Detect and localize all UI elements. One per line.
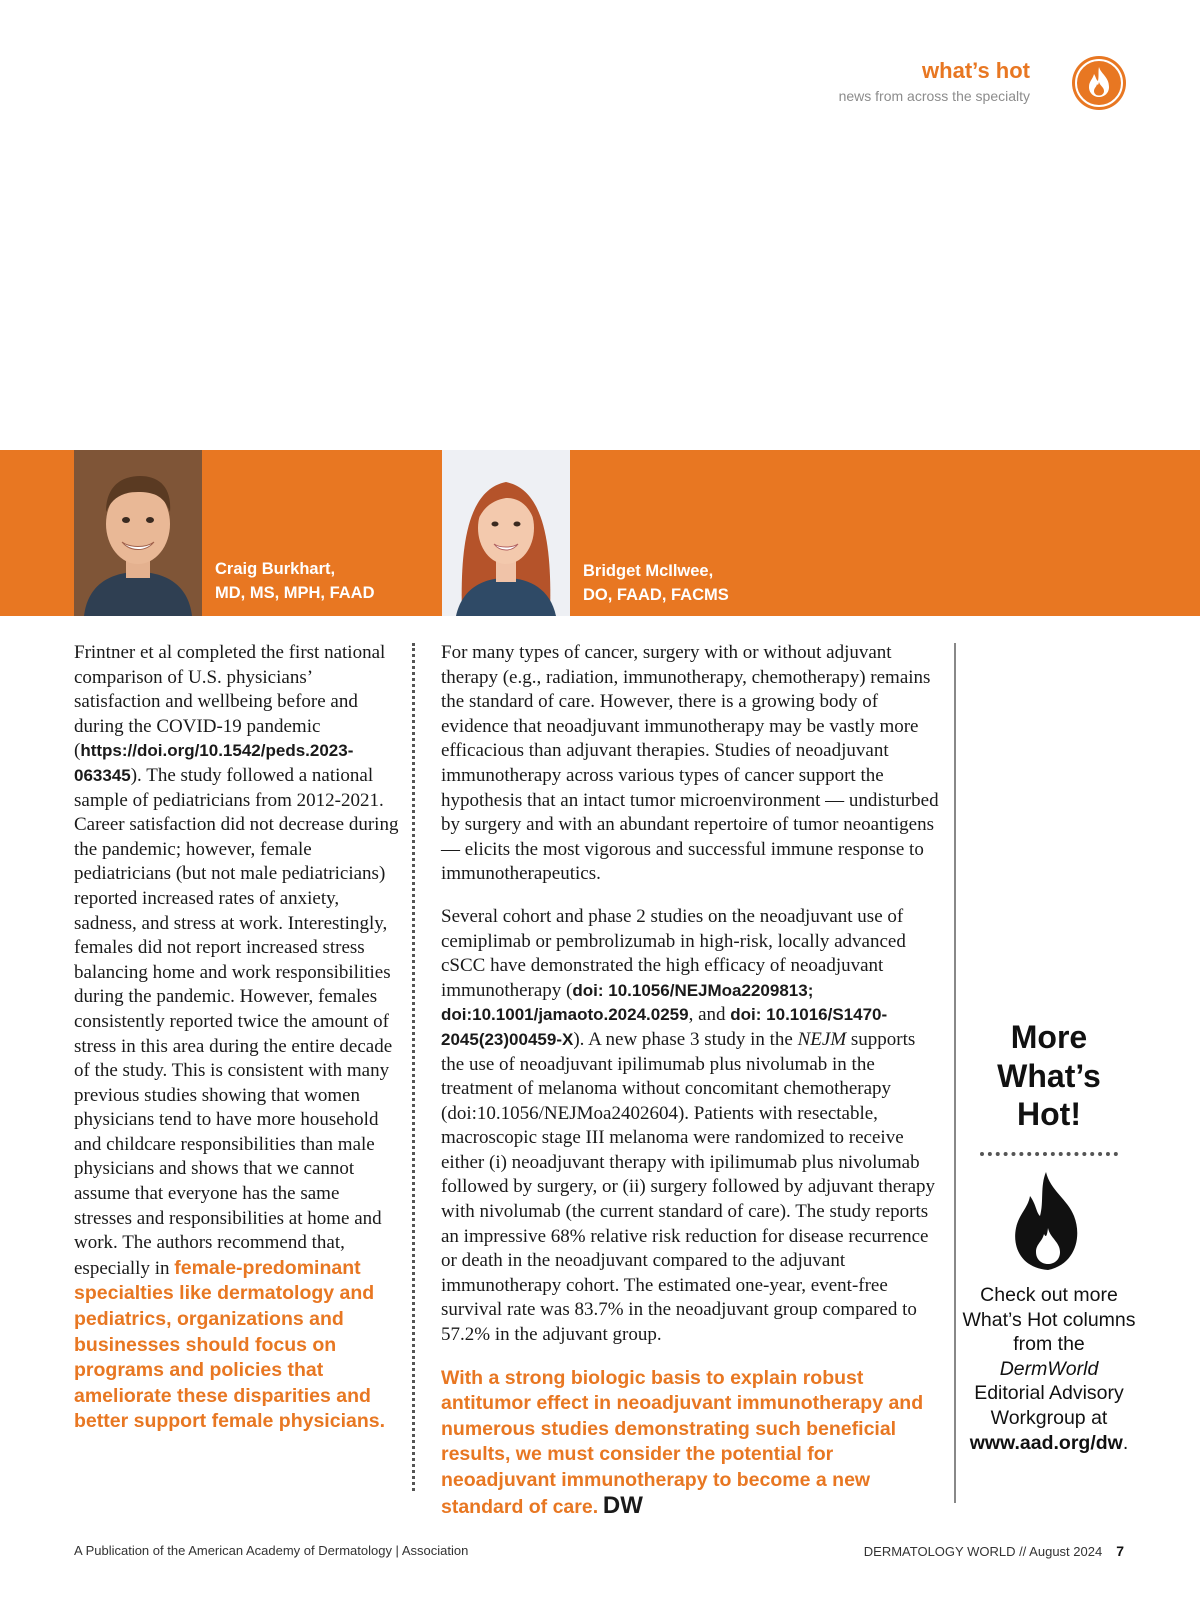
sidebar-period: . <box>1122 1431 1129 1454</box>
column-burkhart <box>74 641 399 1435</box>
body-text: supports the use of neoadjuvant ipilimumab plus nivolumab in the treatment of melanoma without concomitant chemotherapy (doi:10.1056/NEJMoa2402604). Patients with resectable, macroscopic stage III melanoma were randomized to receive either (i) neoadjuvant therapy with ipilimumab plus nivolumab followed by surgery, or (ii) surgery followed by adjuvant therapy with nivolumab (the current standard of care). The study reports an impressive 68% relative risk reduction for disease recurrence or death in the neoadjuvant compared to the adjuvant immunotherapy cohort. The estimated one-year, event-free survival rate was 83.7% in the neoadjuvant group compared to 57.2% in the adjuvant group. <box>441 1028 936 1346</box>
author-photo-burkhart <box>74 450 202 616</box>
doi-link[interactable]: doi: 10.1056/NEJMoa2209813; doi:10.1001/jamaoto.2024.0259 <box>441 980 814 1025</box>
body-text: Frintner et al completed the first national comparison of U.S. physicians’ satisfaction and wellbeing before and during the COVID-19 pandemic ( <box>74 642 386 762</box>
sidebar-text <box>962 1283 1136 1455</box>
sidebar-body: Editorial Advisory Workgroup at <box>974 1382 1124 1429</box>
page-number: 7 <box>1116 1543 1124 1559</box>
sidebar-body: Check out more What’s Hot columns from the <box>962 1284 1136 1356</box>
column-mcilwee <box>441 641 941 1538</box>
body-text: Several cohort and phase 2 studies on the neoadjuvant use of cemiplimab or pembrolizumab in high-risk, locally advanced cSCC have demonstrated the high efficacy of neoadjuvant immunotherapy ( <box>441 905 906 1001</box>
author-name-burkhart <box>215 557 375 605</box>
section-subtitle: news from across the specialty <box>838 88 1030 104</box>
column-divider-dotted <box>412 643 415 1491</box>
column-paragraph <box>441 1366 941 1521</box>
column-paragraph: For many types of cancer, surgery with or without adjuvant therapy (e.g., radiation, immunotherapy, chemotherapy) remains the standard of care. However, there is a growing body of evidence that neoadjuvant immunotherapy may be vastly more efficacious than adjuvant therapies. Studies of neoadjuvant immunotherapy across various types of cancer support the hypothesis that an intact tumor microenvironment — undisturbed by surgery and with an abundant repertoire of tumor neoantigens — elicits the most vigorous and successful immune response to immunotherapeutics. <box>441 642 939 885</box>
doi-link[interactable]: https://doi.org/10.1542/peds.2023-063345 <box>74 741 354 785</box>
website-link[interactable]: www.aad.org/dw <box>969 1431 1123 1454</box>
flame-icon <box>1072 56 1126 110</box>
author-name-line: Bridget McIlwee, <box>583 562 714 580</box>
flame-icon-large <box>1010 1170 1086 1272</box>
sidebar-divider <box>954 643 956 1503</box>
doi-link[interactable]: doi: 10.1016/S1470-2045(23)00459-X <box>441 1005 888 1049</box>
body-text: ). A new phase 3 study in the <box>573 1028 798 1050</box>
footer-publisher: A Publication of the American Academy of Dermatology | Association <box>74 1543 469 1558</box>
sidebar-heading: More What’s Hot! <box>997 1019 1101 1132</box>
footer-issue-text: DERMATOLOGY WORLD // August 2024 <box>863 1544 1103 1559</box>
author-name-line: Craig Burkhart, <box>215 560 336 578</box>
author-credentials: MD, MS, MPH, FAAD <box>215 584 375 602</box>
section-title: what’s hot <box>922 58 1030 83</box>
column-paragraph <box>441 905 941 1348</box>
pull-quote: female-predominant specialties like dermatology and pediatrics, organizations and businesses should focus on programs and policies that ameliorate these disparities and better support female physicians. <box>74 1256 386 1433</box>
body-text: , and <box>688 1004 731 1026</box>
dw-signoff: DW <box>602 1491 643 1519</box>
body-text: ). The study followed a national sample of pediatricians from 2012-2021. Career satisfaction did not decrease during the pandemic; however, female pediatricians (but not male pediatricians) reported increased rates of anxiety, sadness, and stress at work. Interestingly, females did not report increased stress balancing home and work responsibilities during the pandemic. However, females consistently reported twice the amount of stress in this area during the entire decade of the study. This is consistent with many previous studies showing that women physicians tend to have more household and childcare responsibilities than male physicians and shows that we cannot assume that everyone has the same stresses and responsibilities at home and work. The authors recommend that, especially in <box>74 764 399 1279</box>
footer-issue <box>864 1543 1124 1559</box>
author-photo-mcilwee <box>442 450 570 616</box>
pull-quote: With a strong biologic basis to explain robust antitumor effect in neoadjuvant immunotherapy and numerous studies demonstrating such beneficial results, we must consider the potential for neoadjuvant immunotherapy to become a new standard of care. <box>441 1366 924 1518</box>
author-credentials: DO, FAAD, FACMS <box>583 586 729 604</box>
sidebar-dotted-rule <box>980 1152 1118 1156</box>
author-name-mcilwee <box>583 559 729 607</box>
journal-name: NEJM <box>797 1028 847 1050</box>
publication-name: DermWorld <box>999 1357 1099 1380</box>
column-paragraph <box>74 641 399 1435</box>
